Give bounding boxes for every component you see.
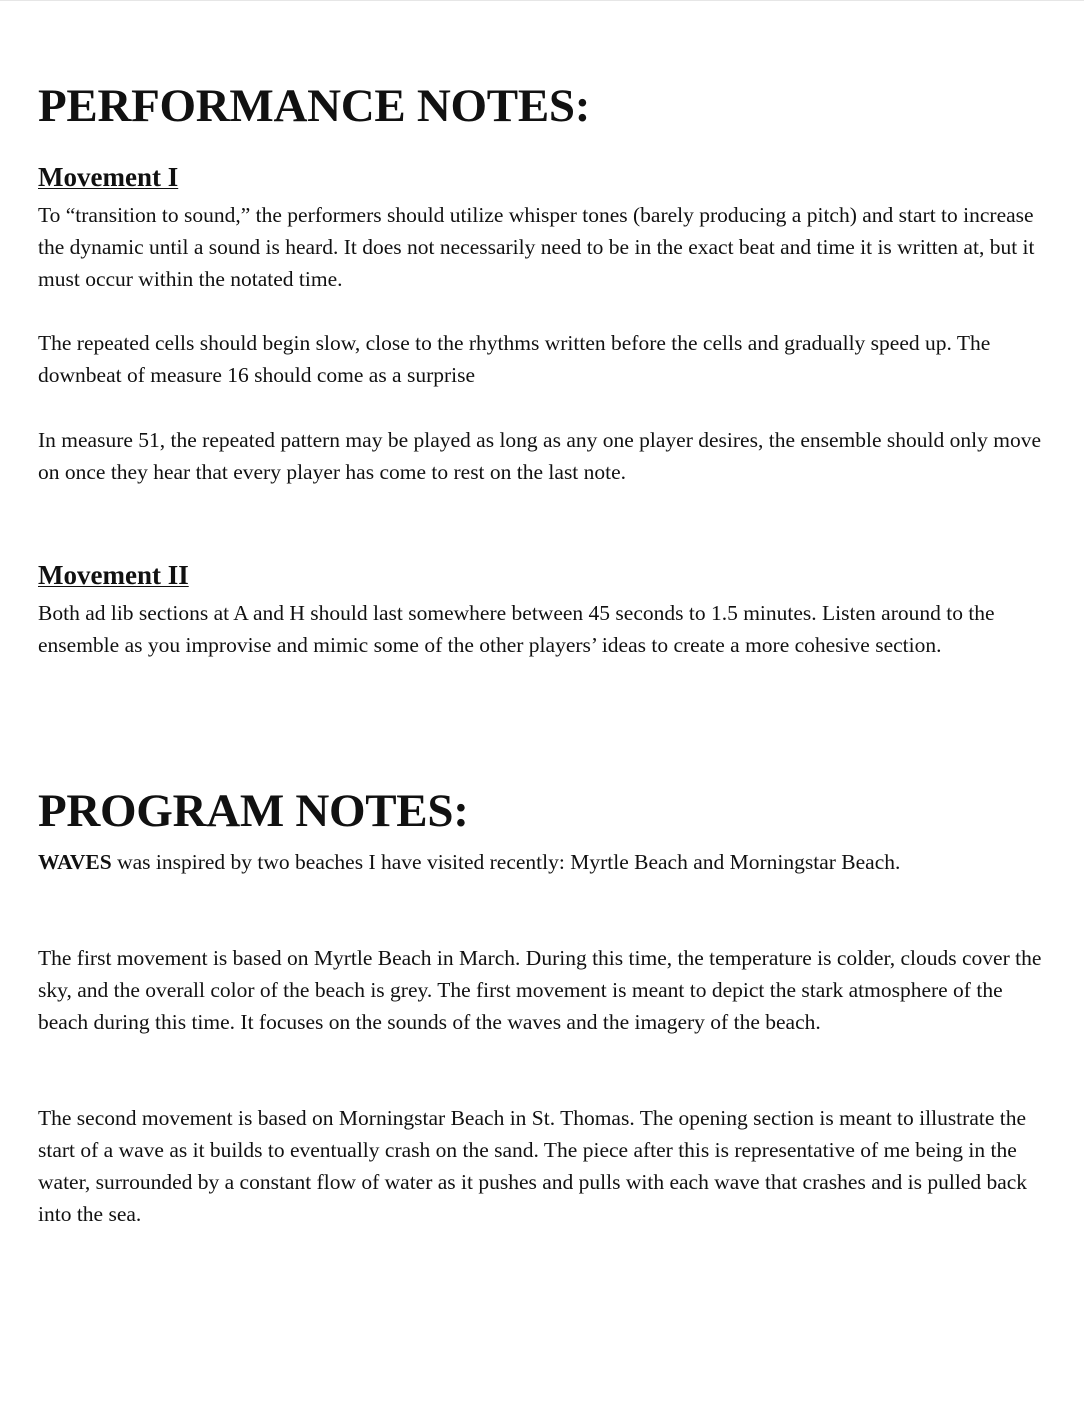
movement-1-paragraph-1: To “transition to sound,” the performers should utilize whisper tones (barely producing a pitch) and start to increase the dynamic until a sound is heard. It does not necessarily need to be in the exact beat and time it is written at, but it must occur within the notated time. [38, 203, 1035, 291]
top-border [0, 0, 1084, 1]
program-intro-paragraph [38, 846, 1048, 878]
program-intro-text: was inspired by two beaches I have visited recently: Myrtle Beach and Morningstar Beach. [111, 850, 901, 874]
movement-1-paragraph-3: In measure 51, the repeated pattern may be played as long as any one player desires, the ensemble should only move on once they hear that every player has come to rest on the last note. [38, 428, 1042, 484]
movement-1-heading: Movement I [38, 162, 179, 192]
program-paragraph-1: The first movement is based on Myrtle Beach in March. During this time, the temperature is colder, clouds cover the sky, and the overall color of the beach is grey. The first movement is meant to depict the stark atmosphere of the beach during this time. It focuses on the sounds of the waves and the imagery of the beach. [38, 946, 1042, 1034]
program-paragraph-2: The second movement is based on Morningstar Beach in St. Thomas. The opening section is meant to illustrate the start of a wave as it builds to eventually crash on the sand. The piece after this is representative of me being in the water, surrounded by a constant flow of water as it pushes and pulls with each wave that crashes and is pulled back into the sea. [38, 1106, 1028, 1226]
movement-2-paragraph-1: Both ad lib sections at A and H should last somewhere between 45 seconds to 1.5 minutes. Listen around to the ensemble as you improvise and mimic some of the other players’ ideas to create a more cohesive section. [38, 601, 995, 657]
performance-notes-heading: PERFORMANCE NOTES: [38, 80, 591, 132]
movement-1-paragraph-2: The repeated cells should begin slow, close to the rhythms written before the cells and gradually speed up. The downbeat of measure 16 should come as a surprise [38, 331, 991, 387]
movement-2-heading: Movement II [38, 560, 189, 590]
piece-title: WAVES [38, 850, 112, 874]
program-notes-heading: PROGRAM NOTES: [38, 785, 469, 837]
